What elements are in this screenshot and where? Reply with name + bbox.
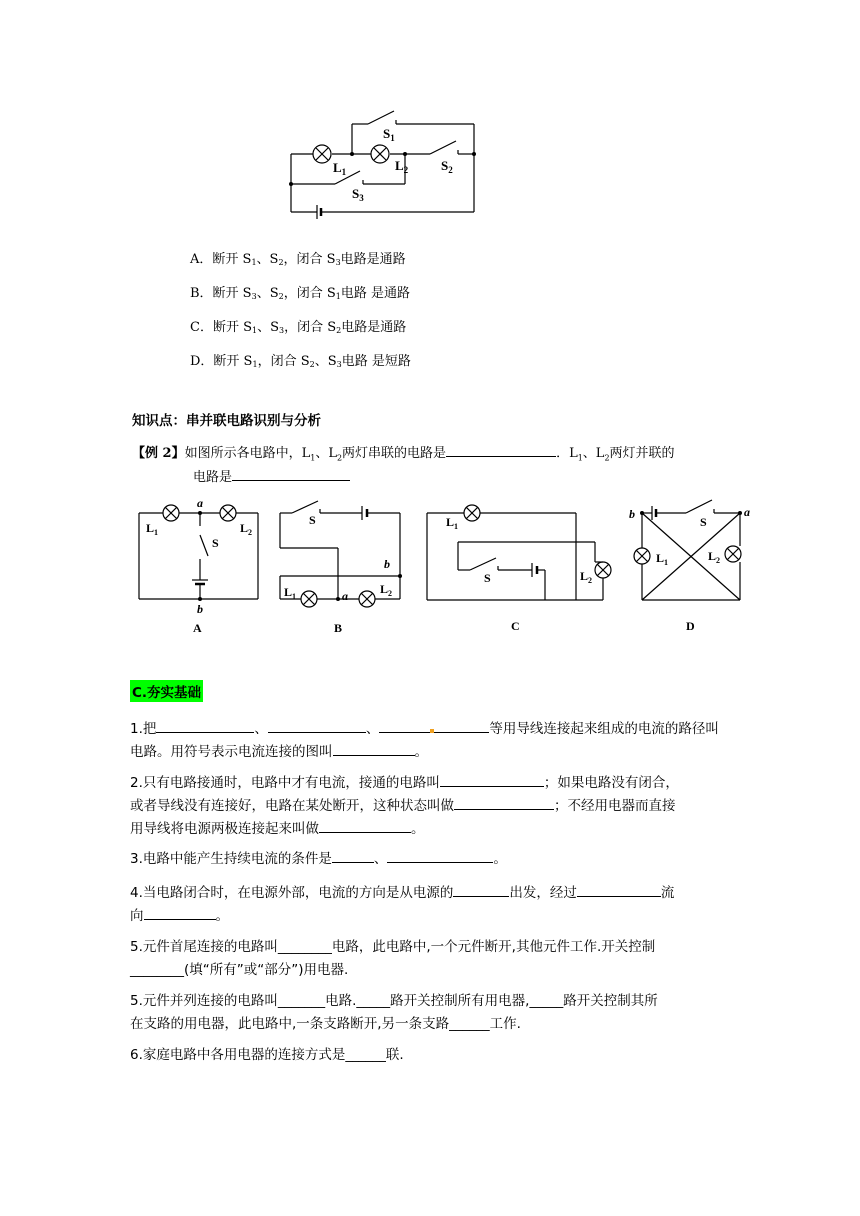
question-5: 5.元件首尾连接的电路叫________电路，此电路中,一个元件断开,其他元件工作.开关控制 ________(填“所有”或“部分”)用电器. xyxy=(130,939,656,978)
circuit-b xyxy=(276,496,406,636)
svg-text:L1: $L_1$ xyxy=(146,521,159,537)
question-3: 3.电路中能产生持续电流的条件是 、 。 xyxy=(130,851,507,867)
option-c[interactable]: C．断开 $S_1$、$S_3$，闭合 $S_2$电路是通路 xyxy=(190,320,407,335)
svg-text:S: S xyxy=(212,536,219,550)
knowledge-title: 知识点：串并联电路识别与分析 xyxy=(132,413,321,429)
label-s2: $S_2$ xyxy=(441,158,453,175)
circuit-a xyxy=(134,496,264,636)
cursor-marker xyxy=(430,729,434,733)
svg-text:C: C xyxy=(511,619,520,633)
svg-text:a: a xyxy=(744,505,750,519)
question-2: 2.只有电路接通时，电路中才有电流，接通的电路叫 ；如果电路没有闭合， 或者导线没有连接好，电路在某处断开，这种状态叫做 ；不经用电器而直接 用导线将电源两极连接起来叫做 。 xyxy=(130,775,679,837)
svg-text:L2: $L_2$ xyxy=(380,582,393,598)
example-2-line2: 电路是 xyxy=(193,466,350,485)
option-b[interactable]: B．断开 $S_3$、$S_2$，闭合 $S_1$电路 是通路 xyxy=(190,286,410,301)
answer-blank-parallel[interactable] xyxy=(232,468,350,481)
question-5b: 5.元件并列连接的电路叫_______电路._____路开关控制所有用电器,_____路开关控制其所 在支路的用电器，此电路中,一条支路断开,另一条支路______工作. xyxy=(130,993,658,1032)
label-s1: $S_1$ xyxy=(383,126,395,143)
svg-text:L1: $L_1$ xyxy=(656,551,669,567)
svg-text:B: B xyxy=(334,621,343,635)
q1-blank-4[interactable] xyxy=(333,742,415,756)
example-2-line1: 【例 2】如图所示各电路中，$L_1$、$L_2$两灯串联的电路是 ．$L_1$、$L_2$两灯并联的 xyxy=(132,446,675,463)
question-4: 4.当电路闭合时，在电源外部，电流的方向是从电源的 出发，经过 流 向 。 xyxy=(130,885,675,924)
q1-blank-2[interactable] xyxy=(268,719,366,733)
svg-text:L1: $L_1$ xyxy=(446,515,459,531)
q3-blank-1[interactable] xyxy=(332,849,374,863)
svg-text:b: b xyxy=(629,507,635,521)
q4-blank-3[interactable] xyxy=(144,906,216,920)
svg-text:A: A xyxy=(193,621,202,635)
svg-text:a: a xyxy=(197,496,203,510)
answer-blank-series[interactable] xyxy=(446,444,556,457)
q3-blank-2[interactable] xyxy=(387,849,493,863)
svg-text:S: S xyxy=(309,513,316,527)
svg-text:b: b xyxy=(197,602,203,616)
svg-text:S: S xyxy=(484,571,491,585)
q4-blank-2[interactable] xyxy=(577,883,661,897)
circuit-d xyxy=(628,496,754,636)
option-d[interactable]: D．断开 $S_1$，闭合 $S_2$、$S_3$电路 是短路 xyxy=(190,354,411,369)
label-l2: $L_2$ xyxy=(395,158,409,175)
q4-blank-1[interactable] xyxy=(453,883,509,897)
question-6: 6.家庭电路中各用电器的连接方式是______联. xyxy=(130,1047,404,1063)
label-l1: $L_1$ xyxy=(333,160,347,177)
svg-text:S: S xyxy=(700,515,707,529)
q2-blank-3[interactable] xyxy=(319,819,411,833)
section-title: C.夯实基础 xyxy=(130,680,203,702)
option-a[interactable]: A．断开 $S_1$、$S_2$，闭合 $S_3$电路是通路 xyxy=(190,252,406,267)
svg-text:L2: $L_2$ xyxy=(708,549,721,565)
question-1: 1.把 、 、 等用导线连接起来组成的电流的路径叫 电路。用符号表示电流连接的图叫 。 xyxy=(130,721,719,760)
svg-text:D: D xyxy=(686,619,695,633)
svg-text:L2: $L_2$ xyxy=(240,521,253,537)
circuit-c xyxy=(422,496,622,636)
svg-text:L2: $L_2$ xyxy=(580,569,593,585)
q1-blank-3[interactable] xyxy=(379,719,489,733)
svg-text:b: b xyxy=(384,557,390,571)
q1-blank-1[interactable] xyxy=(156,719,254,733)
top-circuit-diagram xyxy=(280,100,490,220)
q2-blank-1[interactable] xyxy=(440,773,544,787)
q2-blank-2[interactable] xyxy=(454,796,554,810)
label-s3: $S_3$ xyxy=(352,186,364,203)
svg-text:L1: $L_1$ xyxy=(284,585,297,601)
svg-text:a: a xyxy=(342,589,348,603)
